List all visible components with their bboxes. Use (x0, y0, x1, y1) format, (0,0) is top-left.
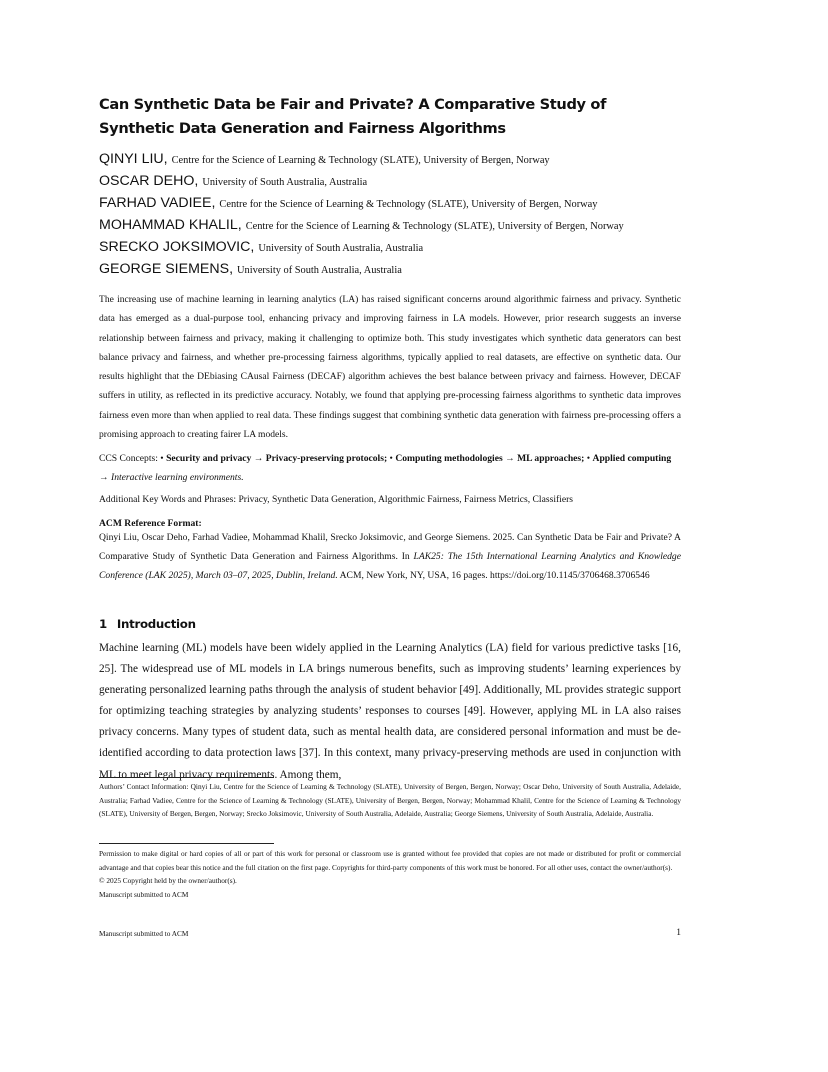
section-title: Introduction (116, 617, 196, 631)
section-number: 1 (99, 617, 107, 631)
ccs-concept: Applied computing (592, 453, 672, 464)
page-number: 1 (676, 928, 681, 938)
footnote-divider (99, 777, 274, 778)
acm-reference-doi[interactable]: ACM, New York, NY, USA, 16 pages. https://doi.org/10.1145/3706468.3706546 (337, 570, 650, 581)
manuscript-note: Manuscript submitted to ACM (99, 889, 189, 899)
author-affiliation: Centre for the Science of Learning & Technology (SLATE), University of Bergen, Norway (171, 155, 550, 166)
acm-reference (99, 528, 681, 585)
ccs-separator: • (387, 453, 396, 464)
introduction-text: Machine learning (ML) models have been widely applied in the Learning Analytics (LA) field for various predictive tasks [16, 25]. The widespread use of ML models in LA brings numerous benefits, such as improving students’ learning experiences by generating personalized learning paths through the analysis of student behavior [49]. Additionally, ML provides strategic support for optimizing teaching strategies by analyzing students’ responses to courses [49]. However, applying ML in LA also raises privacy concerns. Many types of student data, such as mental health data, are considered personal information and must be de-identified according to data protection laws [37]. In this context, many privacy-preserving methods are used in conjunction with ML to meet legal privacy requirements. Among them, (99, 642, 681, 781)
keywords: Additional Key Words and Phrases: Privacy, Synthetic Data Generation, Algorithmic Fairness, Fairness Metrics, Classifiers (99, 494, 574, 505)
ccs-concept: Computing methodologies → ML approaches; (395, 453, 585, 464)
ccs-concepts (99, 449, 681, 487)
permission-notice: Permission to make digital or hard copies of all or part of this work for personal or classroom use is granted without fee provided that copies are not made or distributed for profit or commercial advantage and that copies bear this notice and the full citation on the first page. Copyrights for third-party components of this work must be honored. For all other uses, contact the owner/author(s). (99, 849, 681, 872)
author-name: OSCAR DEHO, (99, 173, 199, 189)
author-name: GEORGE SIEMENS, (99, 261, 234, 277)
acm-reference-authors: Qinyi Liu, Oscar Deho, Farhad Vadiee, Mohammad Khalil, Srecko Joksimovic, and George Siemens. 2025. Can Synthetic Data be Fair and Private? A Comparative Study of Synthetic Data Generation and Fairness Algorithms. In (99, 532, 681, 562)
paper-title: Can Synthetic Data be Fair and Private? A Comparative Study of Synthetic Data Generation and Fairness Algorithms (99, 96, 607, 137)
ccs-concept: Security and privacy → Privacy-preserving protocols; (166, 453, 388, 464)
author-entry (99, 150, 689, 172)
author-entry (99, 172, 689, 194)
author-affiliation: Centre for the Science of Learning & Technology (SLATE), University of Bergen, Norway (219, 199, 598, 210)
section-heading (99, 617, 196, 631)
author-affiliation: University of South Australia, Australia (258, 243, 424, 254)
author-entry (99, 238, 689, 260)
author-name: FARHAD VADIEE, (99, 195, 216, 211)
author-affiliation: University of South Australia, Australia (202, 177, 368, 188)
author-entry (99, 260, 689, 282)
permission-divider (99, 843, 274, 844)
permission-block (99, 847, 681, 901)
author-entry (99, 216, 689, 238)
footer-manuscript-label: Manuscript submitted to ACM (99, 929, 189, 938)
ccs-concept-leaf: Interactive learning environments. (111, 472, 244, 483)
copyright-line: © 2025 Copyright held by the owner/author(s). (99, 876, 237, 885)
author-name: SRECKO JOKSIMOVIC, (99, 239, 255, 255)
author-name: QINYI LIU, (99, 151, 168, 167)
paper-page (99, 0, 681, 1072)
acm-reference-venue: LAK25: The 15th International Learning Analytics and Knowledge Conference (LAK 2025), March 03–07, 2025, Dublin, Ireland. (99, 551, 681, 581)
author-list (99, 150, 689, 282)
author-contact-footnote: Authors’ Contact Information: Qinyi Liu, Centre for the Science of Learning & Technology (SLATE), University of Bergen, Bergen, Norway; Oscar Deho, University of South Australia, Adelaide, Australia; Farhad Vadiee, Centre for the Science of Learning & Technology (SLATE), University of Bergen, Bergen, Norway; Mohammad Khalil, Centre for the Science of Learning & Technology (SLATE), University of Bergen, Bergen, Norway; Srecko Joksimovic, University of South Australia, Adelaide, Australia; George Siemens, University of South Australia, Adelaide, Australia. (99, 782, 681, 818)
ccs-arrow: → (99, 472, 111, 483)
abstract: The increasing use of machine learning in learning analytics (LA) has raised significant concerns around algorithmic fairness and privacy. Synthetic data has emerged as a dual-purpose tool, enhancing privacy and improving fairness in LA models. However, prior research suggests an inverse relationship between fairness and privacy, making it challenging to optimize both. This study investigates which synthetic data generators can best balance privacy and fairness, and whether pre-processing fairness algorithms, typically applied to real datasets, are effective on synthetic data. Our results highlight that the DEbiasing CAusal Fairness (DECAF) algorithm achieves the best balance between privacy and fairness. However, DECAF suffers in utility, as reflected in its predictive accuracy. Notably, we found that applying pre-processing fairness algorithms to synthetic data improves fairness even more than when applied to real data. These findings suggest that combining synthetic data generation with fairness pre-processing offers a promising approach to creating fairer LA models. (99, 294, 681, 441)
author-affiliation: University of South Australia, Australia (237, 265, 402, 276)
author-entry (99, 194, 689, 216)
author-name: MOHAMMAD KHALIL, (99, 217, 242, 233)
ccs-label: CCS Concepts: • (99, 453, 164, 464)
author-affiliation: Centre for the Science of Learning & Technology (SLATE), University of Bergen, Norway (245, 221, 624, 232)
acm-reference-heading: ACM Reference Format: (99, 518, 202, 529)
page-footer (99, 929, 681, 938)
ccs-separator: • (584, 453, 593, 464)
